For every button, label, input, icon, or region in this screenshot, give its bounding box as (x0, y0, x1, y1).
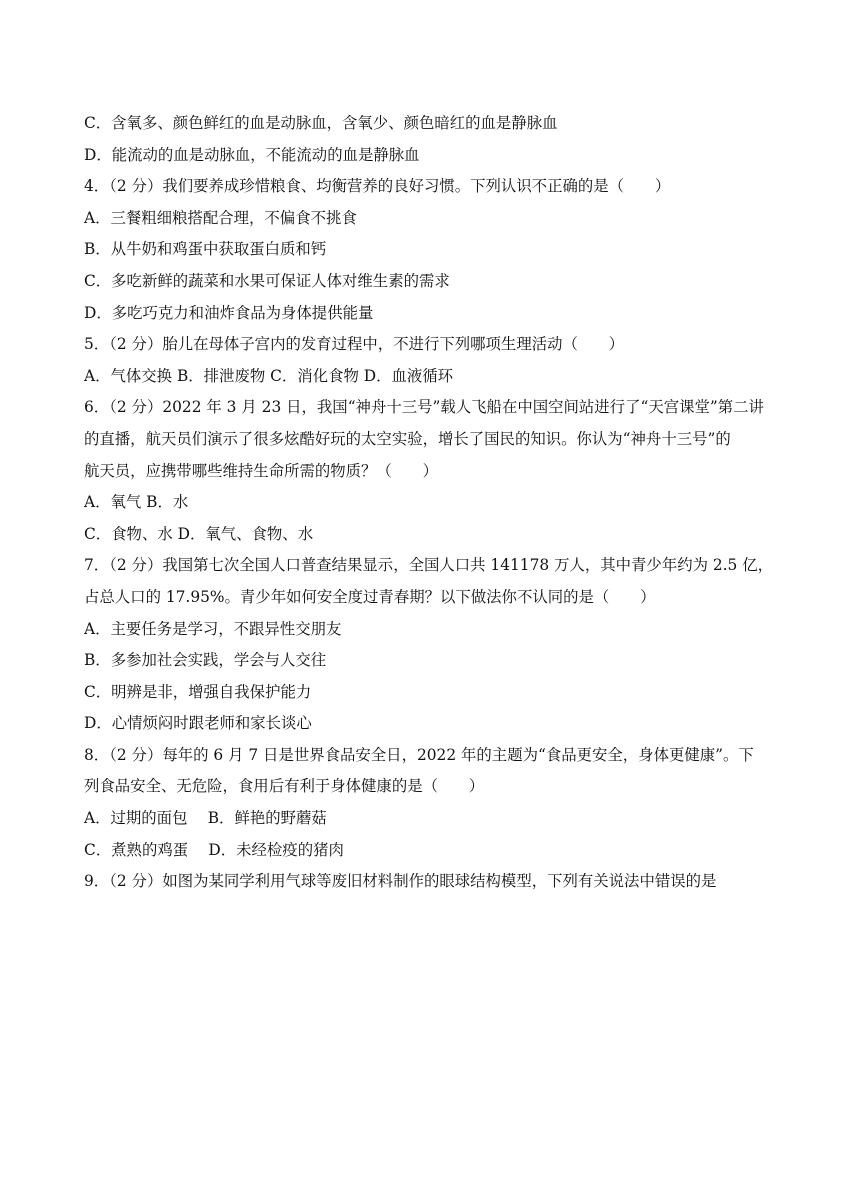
q7-option-b: B．多参加社会实践，学会与人交往 (84, 651, 327, 670)
q4-stem: 4．（2 分）我们要养成珍惜粮食、均衡营养的良好习惯。下列认识不正确的是（ ） (84, 177, 671, 196)
q6-stem-line-1: 6．（2 分）2022 年 3 月 23 日，我国“神舟十三号”载人飞船在中国空间站进行了“天宫课堂”第二讲 (84, 398, 764, 417)
q8-stem-line-1: 8．（2 分）每年的 6 月 7 日是世界食品安全日，2022 年的主题为“食品更安全，身体更健康”。下 (84, 745, 754, 764)
q4-option-c: C．多吃新鲜的蔬菜和水果可保证人体对维生素的需求 (84, 271, 450, 290)
q7-option-a: A．主要任务是学习，不跟异性交朋友 (84, 619, 342, 638)
q7-stem-line-1: 7．（2 分）我国第七次全国人口普查结果显示，全国人口共 141178 万人，其中青少年约为 2.5 亿， (84, 556, 774, 575)
q6-options-cd: C．食物、水 D．氧气、食物、水 (84, 524, 314, 543)
q8-options-ab: A．过期的面包 B．鲜艳的野蘑菇 (84, 809, 327, 828)
q7-option-c: C．明辨是非，增强自我保护能力 (84, 682, 312, 701)
q4-option-d: D．多吃巧克力和油炸食品为身体提供能量 (84, 303, 374, 322)
q6-stem-line-3: 航天员，应携带哪些维持生命所需的物质？（ ） (84, 461, 438, 480)
question-text-block (84, 108, 780, 898)
q9-stem: 9．（2 分）如图为某同学利用气球等废旧材料制作的眼球结构模型，下列有关说法中错误的是 (84, 872, 717, 891)
q5-options: A．气体交换 B．排泄废物 C．消化食物 D．血液循环 (84, 366, 454, 385)
q6-options-ab: A．氧气 B．水 (84, 493, 189, 512)
q3-option-d: D．能流动的血是动脉血，不能流动的血是静脉血 (84, 145, 420, 164)
q4-option-a: A．三餐粗细粮搭配合理，不偏食不挑食 (84, 208, 357, 227)
q7-stem-line-2: 占总人口的 17.95%。青少年如何安全度过青春期？以下做法你不认同的是（ ） (84, 587, 656, 606)
q6-stem-line-2: 的直播，航天员们演示了很多炫酷好玩的太空实验，增长了国民的知识。你认为“神舟十三号”的 (84, 429, 731, 448)
q4-option-b: B．从牛奶和鸡蛋中获取蛋白质和钙 (84, 240, 327, 259)
q8-options-cd: C．煮熟的鸡蛋 D．未经检疫的猪肉 (84, 840, 344, 859)
q7-option-d: D．心情烦闷时跟老师和家长谈心 (84, 714, 312, 733)
q3-option-c: C．含氧多、颜色鲜红的血是动脉血，含氧少、颜色暗红的血是静脉血 (84, 114, 558, 132)
q5-stem: 5．（2 分）胎儿在母体子宫内的发育过程中，不进行下列哪项生理活动（ ） (84, 335, 625, 354)
q8-stem-line-2: 列食品安全、无危险，食用后有利于身体健康的是（ ） (84, 777, 485, 796)
